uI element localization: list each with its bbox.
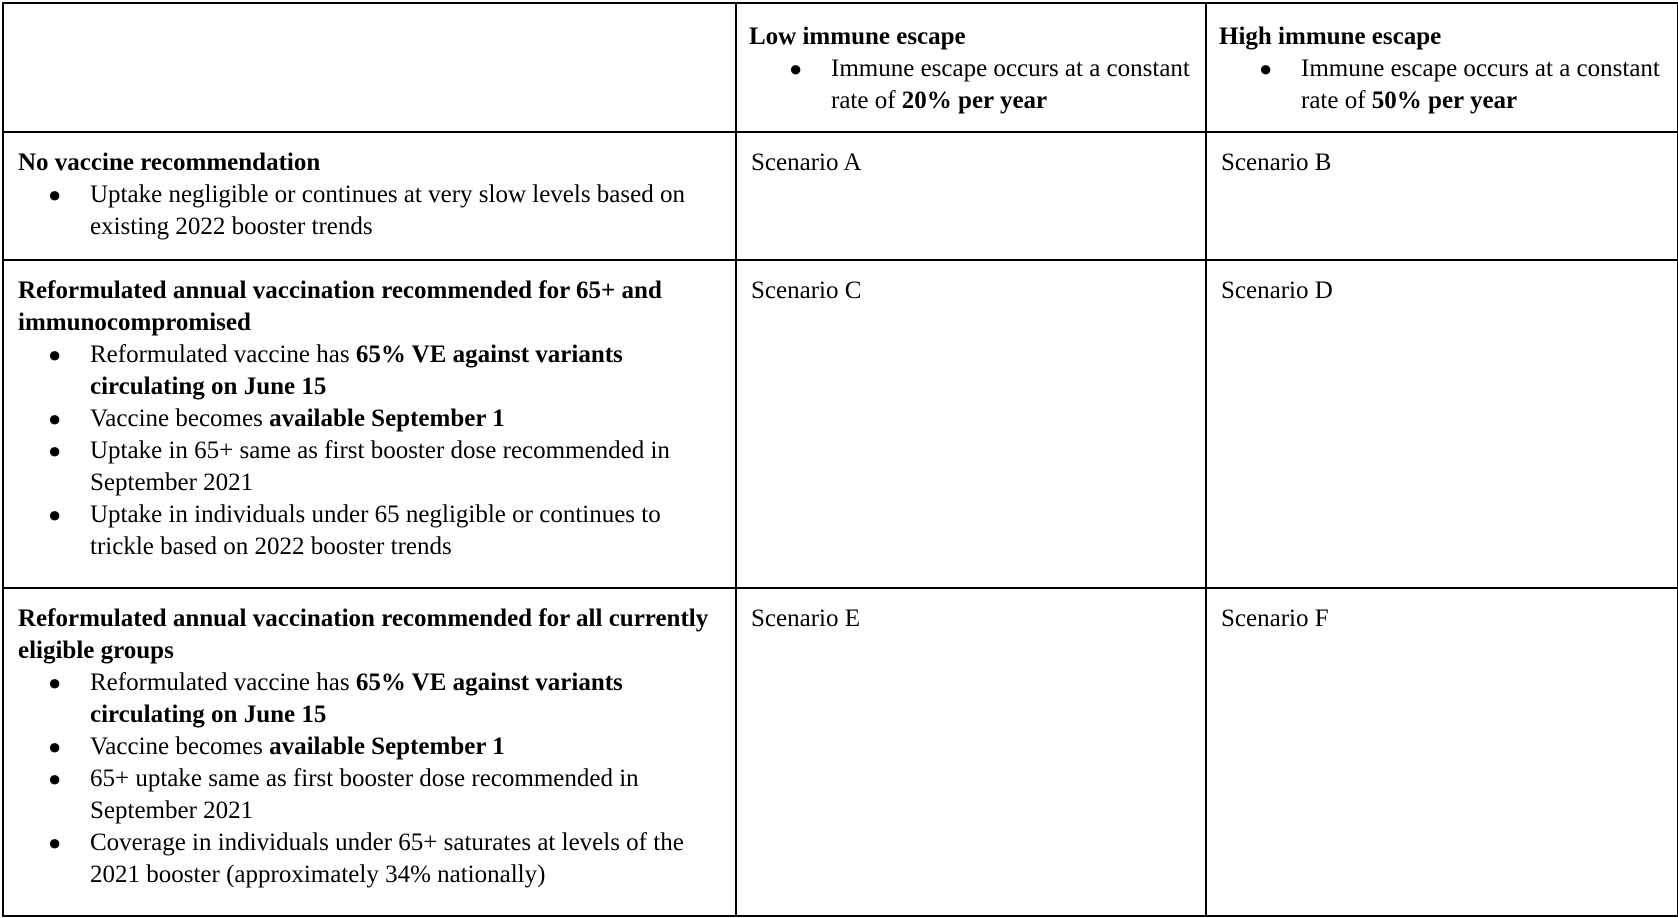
header-title-high: High immune escape (1219, 23, 1442, 50)
list-item: ● Reformulated vaccine has 65% VE against variants circulating on June 15 (48, 669, 623, 728)
scenario-cell-high: Scenario B (1206, 132, 1678, 260)
table-row (3, 588, 1678, 916)
row-title: Reformulated annual vaccination recommended for all currently eligible groups (18, 605, 709, 664)
header-bullets-high (1219, 53, 1671, 117)
bullet-icon: ● (48, 182, 62, 207)
bullet-icon: ● (48, 766, 62, 791)
row-bullets (18, 179, 723, 243)
header-cell-low (736, 3, 1206, 132)
row-label-cell (3, 260, 736, 588)
bullet-icon: ● (48, 734, 62, 759)
bullet-icon: ● (48, 406, 62, 431)
scenario-cell-low: Scenario C (736, 260, 1206, 588)
row-bullets (18, 667, 723, 891)
row-bullets (18, 339, 723, 563)
list-item: ● Uptake in 65+ same as first booster dose recommended in September 2021 (48, 437, 670, 496)
bullet-icon: ● (48, 830, 62, 855)
list-item: ● Vaccine becomes available September 1 (90, 731, 723, 763)
row-title: No vaccine recommendation (18, 149, 321, 176)
list-item: ● Immune escape occurs at a constant rate of 20% per year (789, 55, 1190, 114)
header-title-low: Low immune escape (749, 23, 966, 50)
corner-cell (3, 3, 736, 132)
list-item: ● 65+ uptake same as first booster dose recommended in September 2021 (48, 765, 639, 824)
bullet-icon: ● (48, 342, 62, 367)
bullet-icon: ● (789, 56, 803, 81)
row-label-cell (3, 588, 736, 916)
list-item: ● Coverage in individuals under 65+ saturates at levels of the 2021 booster (approximately 34% nationally) (48, 829, 684, 888)
list-item: ● Uptake negligible or continues at very slow levels based on existing 2022 booster trends (48, 181, 685, 240)
table-row (3, 260, 1678, 588)
row-title: Reformulated annual vaccination recommended for 65+ and immunocompromised (18, 277, 662, 336)
bullet-icon: ● (48, 502, 62, 527)
scenario-cell-high: Scenario F (1206, 588, 1678, 916)
list-item: ● Reformulated vaccine has 65% VE against variants circulating on June 15 (48, 341, 623, 400)
scenario-cell-low: Scenario E (736, 588, 1206, 916)
list-item: ● Vaccine becomes available September 1 (90, 403, 723, 435)
bullet-icon: ● (48, 438, 62, 463)
scenario-cell-low: Scenario A (736, 132, 1206, 260)
header-cell-high (1206, 3, 1678, 132)
table-row (3, 132, 1678, 260)
row-label-cell (3, 132, 736, 260)
list-item: ● Immune escape occurs at a constant rate of 50% per year (1259, 55, 1660, 114)
header-row (3, 3, 1678, 132)
bullet-icon: ● (48, 670, 62, 695)
bullet-icon: ● (1259, 56, 1273, 81)
scenario-cell-high: Scenario D (1206, 260, 1678, 588)
scenario-table (2, 2, 1678, 917)
header-bullets-low (749, 53, 1193, 117)
list-item: ● Uptake in individuals under 65 negligible or continues to trickle based on 2022 booster trends (48, 501, 661, 560)
